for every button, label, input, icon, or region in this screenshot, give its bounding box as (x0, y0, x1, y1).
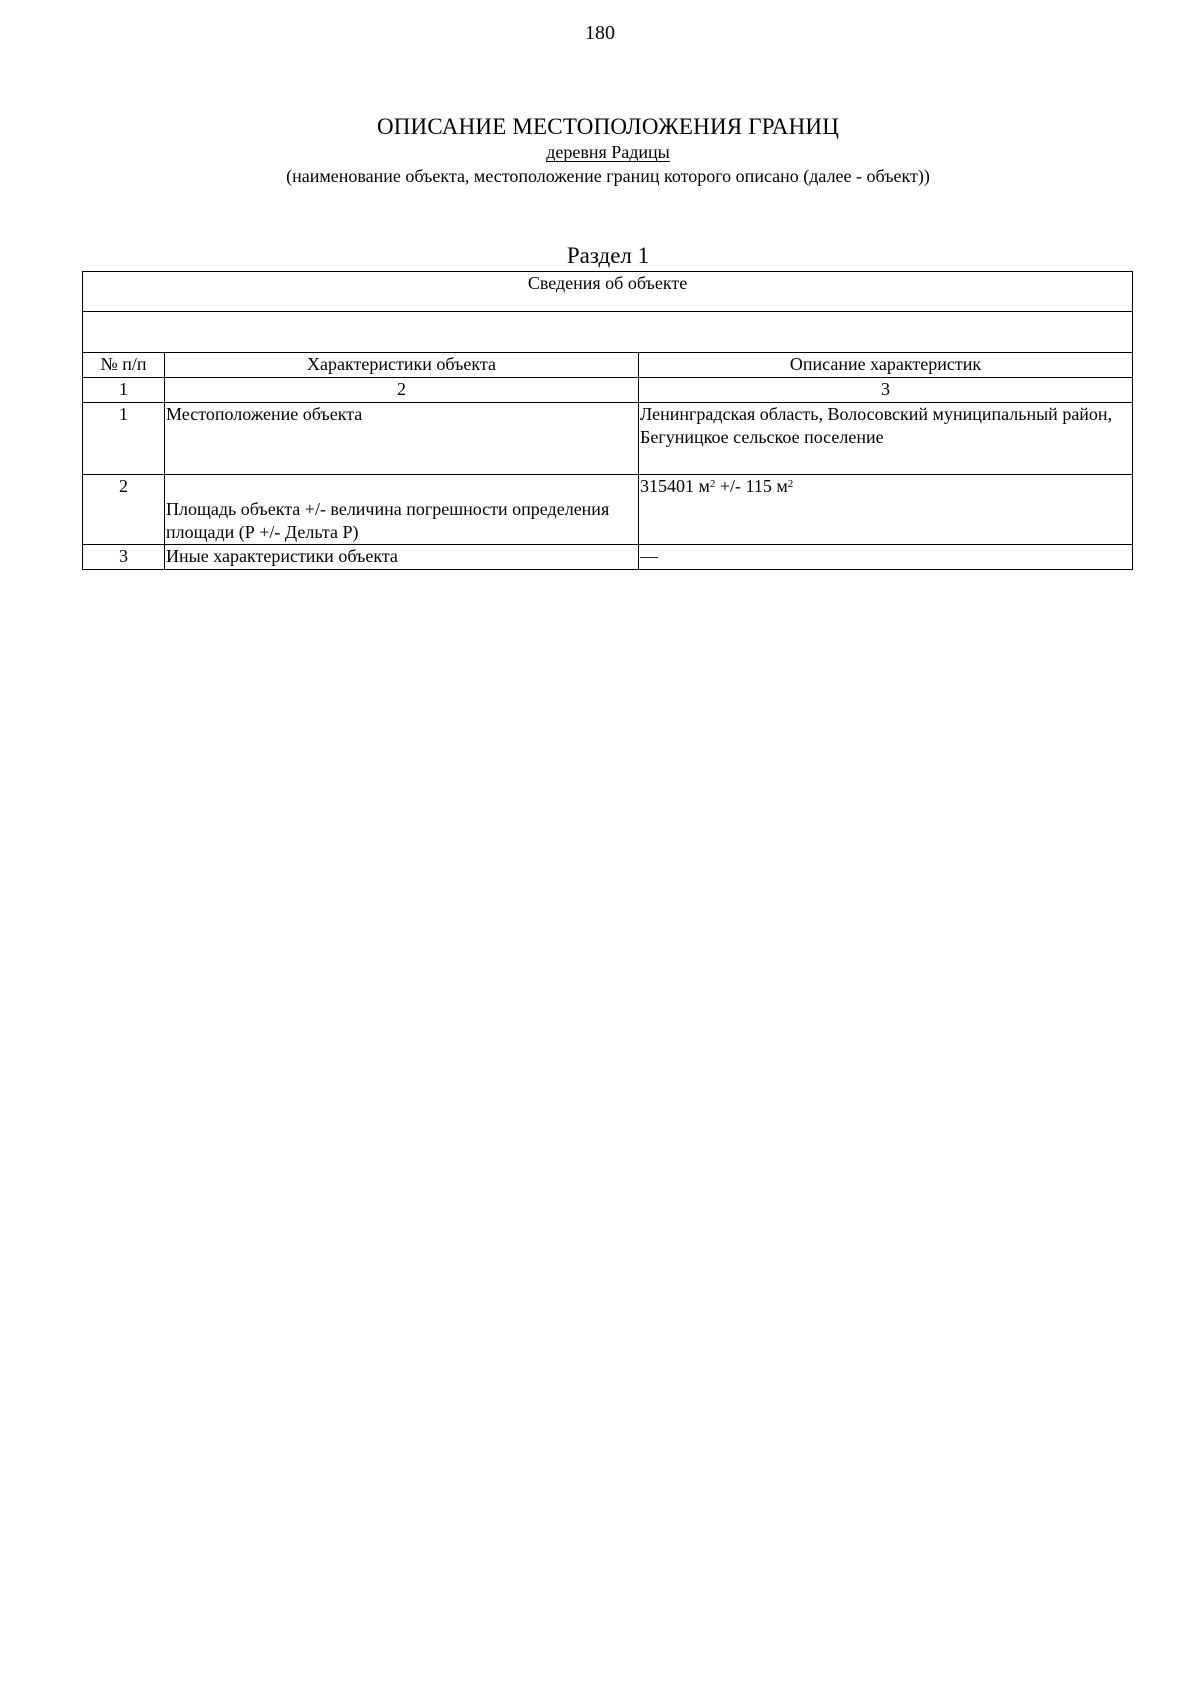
row-description: Ленинградская область, Волосовский муниципальный район, Бегуницкое сельское поселение (639, 403, 1133, 475)
area-error-unit-exponent: 2 (787, 478, 794, 490)
row-characteristic: Местоположение объекта (165, 403, 639, 475)
column-header-description: Описание характеристик (639, 353, 1133, 378)
object-info-table (82, 271, 1133, 570)
row-num: 1 (83, 403, 165, 475)
row-characteristic: Площадь объекта +/- величина погрешности определения площади (Р +/- Дельта Р) (166, 499, 610, 542)
column-header-row (83, 353, 1133, 378)
column-number-2: 2 (165, 378, 639, 403)
section-title: Раздел 1 (566, 243, 650, 268)
table-row (83, 545, 1133, 570)
row-description: — (639, 545, 1133, 570)
table-row (83, 403, 1133, 475)
row-characteristic: Иные характеристики объекта (165, 545, 639, 570)
area-value: 315401 м (640, 476, 710, 496)
row-num: 3 (83, 545, 165, 570)
row-description (639, 475, 1133, 545)
page-number: 180 (585, 22, 615, 44)
area-error: +/- 115 м (715, 476, 788, 496)
document-title: ОПИСАНИЕ МЕСТОПОЛОЖЕНИЯ ГРАНИЦ (376, 114, 840, 139)
column-number-row (83, 378, 1133, 403)
row-num: 2 (83, 475, 165, 545)
table-row (83, 475, 1133, 545)
table-header: Сведения об объекте (83, 272, 1133, 312)
table-blank-cell (83, 312, 1133, 353)
object-name: деревня Радицы (546, 142, 670, 162)
column-header-characteristic: Характеристики объекта (165, 353, 639, 378)
column-number-3: 3 (639, 378, 1133, 403)
table-header-row (83, 272, 1133, 312)
table-blank-row (83, 312, 1133, 353)
column-number-1: 1 (83, 378, 165, 403)
object-name-line (0, 142, 1200, 163)
area-unit-exponent: 2 (709, 478, 716, 490)
object-name-caption: (наименование объекта, местоположение границ которого описано (далее - объект)) (286, 166, 930, 186)
column-header-num: № п/п (83, 353, 165, 378)
row-characteristic-cell (165, 475, 639, 545)
